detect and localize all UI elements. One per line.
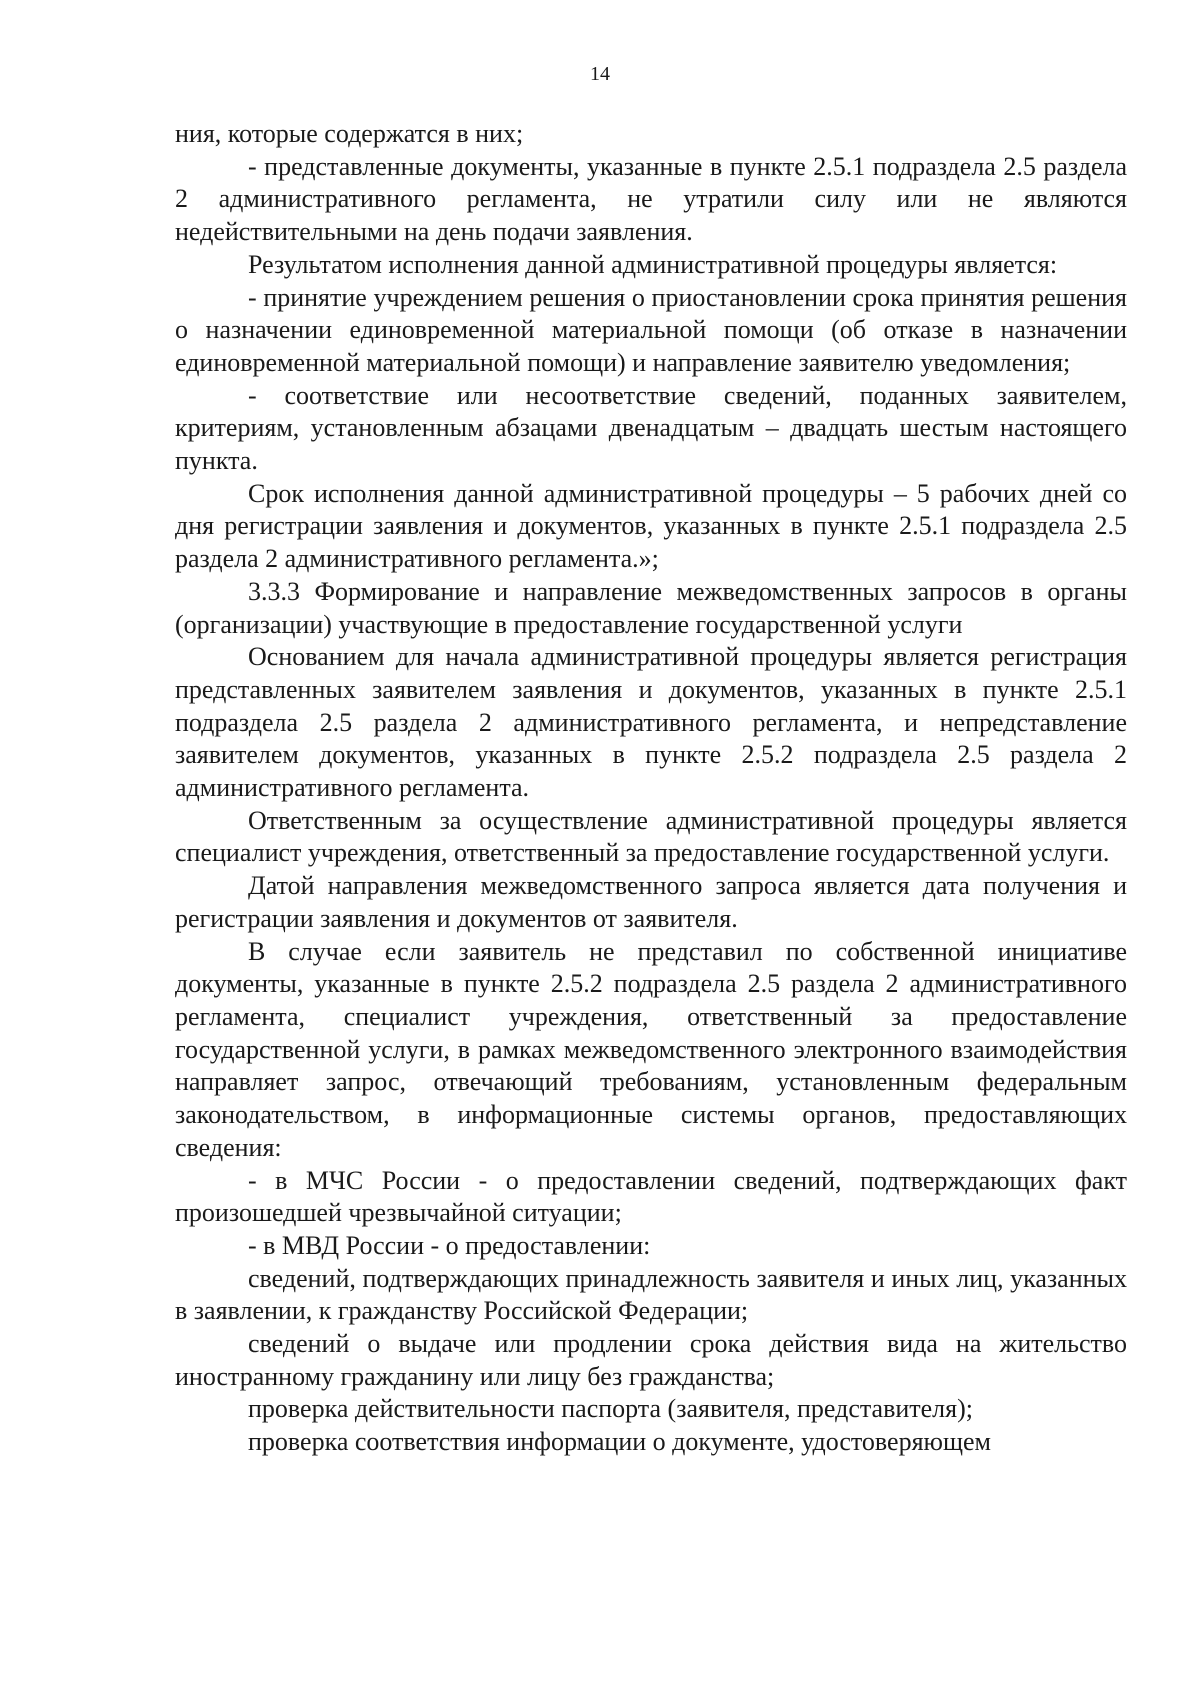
page-number: 14 bbox=[590, 63, 610, 85]
paragraph-2-documents-valid: - представленные документы, указанные в пункте 2.5.1 подраздела 2.5 раздела 2 административного регламента, не утратили силу или не являются недействительными на день подачи заявления. bbox=[175, 151, 1127, 247]
document-body bbox=[175, 118, 1127, 1459]
paragraph-6-deadline: Срок исполнения данной административной процедуры – 5 рабочих дней со дня регистрации заявления и документов, указанных в пункте 2.5.1 подраздела 2.5 раздела 2 административного регламента.»; bbox=[175, 478, 1127, 574]
paragraph-9-responsible: Ответственным за осуществление административной процедуры является специалист учреждения, ответственный за предоставление государственной услуги. bbox=[175, 805, 1127, 868]
paragraph-7-section-3-3-3: 3.3.3 Формирование и направление межведомственных запросов в органы (организации) участвующие в предоставление государственной услуги bbox=[175, 576, 1127, 639]
paragraph-17-document-check: проверка соответствия информации о документе, удостоверяющем bbox=[248, 1427, 991, 1457]
paragraph-3-result-heading: Результатом исполнения данной административной процедуры является: bbox=[248, 249, 1058, 279]
paragraph-10-request-date: Датой направления межведомственного запроса является дата получения и регистрации заявления и документов от заявителя. bbox=[175, 871, 1127, 933]
paragraph-11-interagency-request: В случае если заявитель не представил по собственной инициативе документы, указанные в пункте 2.5.2 подраздела 2.5 раздела 2 административного регламента, специалист учреждения, ответственный за предоставление государственной услуги, в рамках межведомственного электронного взаимодействия направляет запрос, отвечающий требованиям, установленным федеральным законодательством, в информационные системы органов, предоставляющих сведения: bbox=[175, 936, 1127, 1162]
paragraph-16-passport-check: проверка действительности паспорта (заявителя, представителя); bbox=[248, 1394, 973, 1424]
paragraph-5-criteria-match: - соответствие или несоответствие сведений, поданных заявителем, критериям, установленным абзацами двенадцатым – двадцать шестым настоящего пункта. bbox=[175, 380, 1127, 476]
paragraph-15-residence-permit: сведений о выдаче или продлении срока действия вида на жительство иностранному гражданину или лицу без гражданства; bbox=[175, 1329, 1127, 1391]
paragraph-13-mvd: - в МВД России - о предоставлении: bbox=[248, 1230, 651, 1260]
paragraph-4-suspension-decision: - принятие учреждением решения о приостановлении срока принятия решения о назначении единовременной материальной помощи (об отказе в назначении единовременной материальной помощи) и направление заявителю уведомления; bbox=[175, 282, 1127, 377]
paragraph-1-continuation: ния, которые содержатся в них; bbox=[175, 119, 524, 148]
paragraph-8-basis: Основанием для начала административной процедуры является регистрация представленных заявителем заявления и документов, указанных в пункте 2.5.1 подраздела 2.5 раздела 2 административного регламента, и непредставление заявителем документов, указанных в пункте 2.5.2 подраздела 2.5 раздела 2 административного регламента. bbox=[175, 642, 1127, 803]
paragraph-12-mchs: - в МЧС России - о предоставлении сведений, подтверждающих факт произошедшей чрезвычайной ситуации; bbox=[175, 1165, 1127, 1228]
paragraph-14-citizenship: сведений, подтверждающих принадлежность заявителя и иных лиц, указанных в заявлении, к гражданству Российской Федерации; bbox=[175, 1263, 1127, 1326]
